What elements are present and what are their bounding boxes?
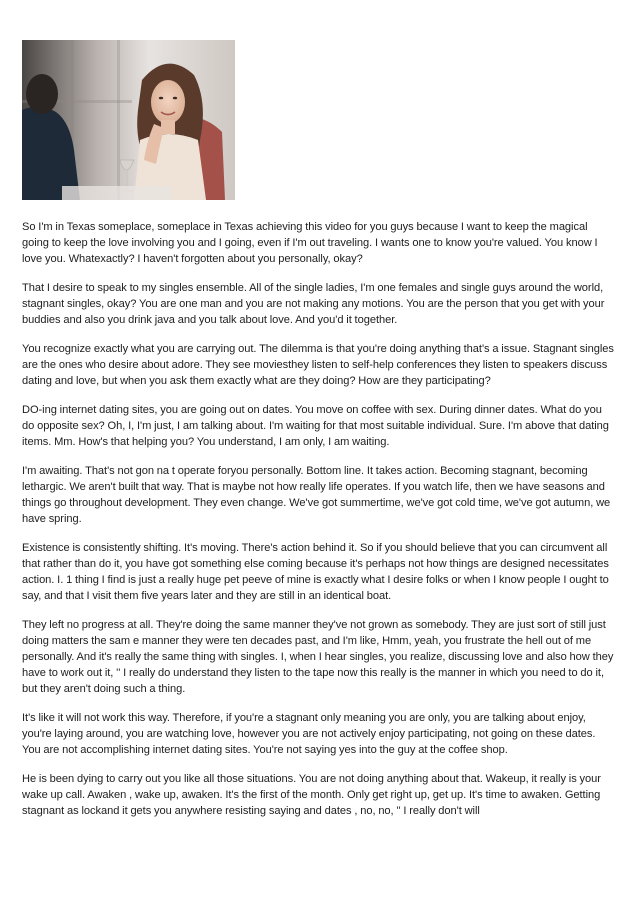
paragraph: He is been dying to carry out you like all those situations. You are not doing anything about that. Wakeup, it really is your wake up call. Awaken , wake up, awaken. It's the first of the month. Only get right up, get up. It's time to awaken. Getting stagnant as lockand it gets you anywhere resisting saying and dates , no, no, '' I really don't will: [22, 773, 601, 817]
paragraph: You recognize exactly what you are carrying out. The dilemma is that you're doing anything that's a issue. Stagnant singles are the ones who desire about adore. They see moviesthey listen to self-help conferences they listen to speakers discuss dating and love, but when you ask them exactly what are they doing? How are they participating?: [22, 343, 614, 387]
paragraph: Existence is consistently shifting. It's moving. There's action behind it. So if you should believe that you can circumvent all that rather than do it, you have got something else coming because it's perhaps not how things are designed necessitates action. I. 1 thing I find is just a really huge pet peeve of mine is exactly what I desire folks or when I know people I ought to say, and that I visit them five years later and they are still in an identical boat.: [22, 542, 609, 602]
paragraph: That I desire to speak to my singles ensemble. All of the single ladies, I'm one females and single guys around the world, stagnant singles, okay? You are one man and you are not making any motions. You are the person that you get with your buddies and also you drink java and you talk about love. And you'd it together.: [22, 282, 605, 326]
paragraph: So I'm in Texas someplace, someplace in Texas achieving this video for you guys because I want to keep the magical going to keep the love involving you and I going, even if I'm out traveling. I wants one to know you're valued. You know I love you. Whatexactly? I haven't forgotten about you personally, okay?: [22, 221, 598, 265]
article-body: [22, 219, 616, 832]
photo-illustration: [22, 40, 235, 200]
paragraph: It's like it will not work this way. Therefore, if you're a stagnant only meaning you are only, you are talking about enjoy, you're laying around, you are watching love, however you are not actively enjoy participating, not going on these dates. You are not accomplishing internet dating sites. You're not saying yes into the guy at the coffee shop.: [22, 712, 596, 756]
paragraph: DO-ing internet dating sites, you are going out on dates. You move on coffee with sex. During dinner dates. What do you do opposite sex? Oh, I, I'm just, I am talking about. I'm waiting for that most suitable individual. Sure. I'm above that dating items. Mm. How's that helping you? You understand, I am only, I am waiting.: [22, 404, 609, 448]
paragraph: They left no progress at all. They're doing the same manner they've not grown as somebody. They are just sort of still just doing matters the sam e manner they were ten decades past, and I'm like, Hmm, yeah, you frustrate the hell out of me personally. And it's really the same thing with singles. I, when I hear singles, you realize, discussing love and also how they have to work out it, '' I really do understand they listen to the tape now this really is the manner in which you need to do it, but they aren't doing such a thing.: [22, 619, 614, 695]
couple-date-photo-icon: [22, 40, 235, 200]
paragraph: I'm awaiting. That's not gon na t operate foryou personally. Bottom line. It takes action. Becoming stagnant, becoming lethargic. We aren't built that way. That is maybe not how really life operates. If you watch life, then we have seasons and things go throughout development. They even change. We've got summertime, we've got cold time, we've got autumn, we have spring.: [22, 465, 611, 525]
